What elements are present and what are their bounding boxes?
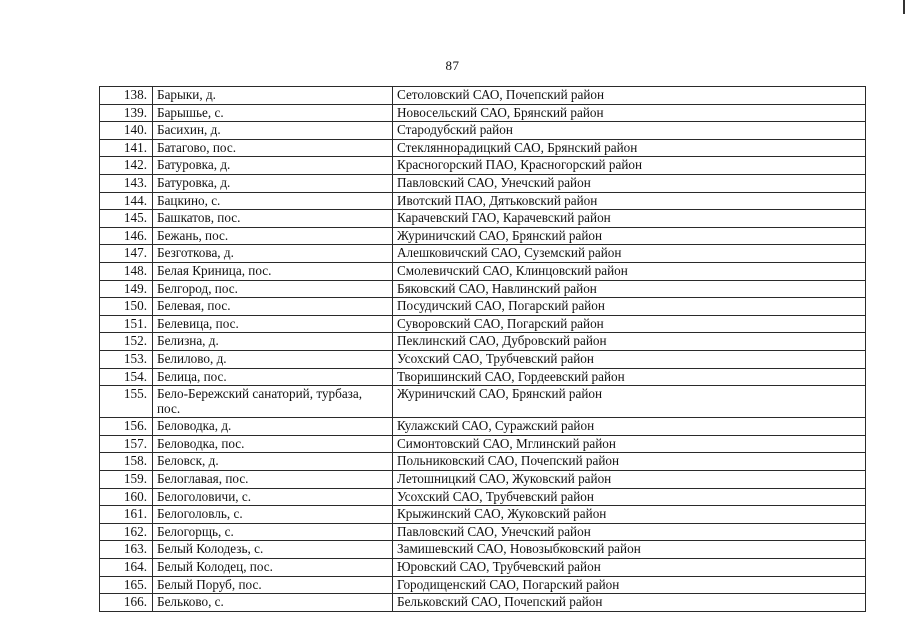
settlement-name: Батагово, пос.: [153, 139, 393, 157]
settlement-district: Ивотский ПАО, Дятьковский район: [393, 192, 866, 210]
settlement-name: Белый Колодец, пос.: [153, 559, 393, 577]
table-row: [100, 122, 866, 140]
table-row: [100, 104, 866, 122]
settlement-district: Стекляннорадицкий САО, Брянский район: [393, 139, 866, 157]
row-number: 157.: [100, 435, 153, 453]
settlement-district: Городищенский САО, Погарский район: [393, 576, 866, 594]
settlement-name: Белоглавая, пос.: [153, 471, 393, 489]
settlement-name: Беловодка, д.: [153, 418, 393, 436]
row-number: 151.: [100, 315, 153, 333]
settlement-name: Барышье, с.: [153, 104, 393, 122]
settlements-table-body: [100, 87, 866, 612]
row-number: 146.: [100, 227, 153, 245]
row-number: 156.: [100, 418, 153, 436]
settlement-district: Красногорский ПАО, Красногорский район: [393, 157, 866, 175]
row-number: 148.: [100, 262, 153, 280]
settlement-district: Стародубский район: [393, 122, 866, 140]
row-number: 142.: [100, 157, 153, 175]
row-number: 144.: [100, 192, 153, 210]
settlement-name: Бело-Бережский санаторий, турбаза, пос.: [153, 386, 393, 418]
table-row: [100, 435, 866, 453]
table-row: [100, 488, 866, 506]
settlement-name: Барыки, д.: [153, 87, 393, 105]
table-row: [100, 559, 866, 577]
settlement-name: Батуровка, д.: [153, 157, 393, 175]
table-row: [100, 576, 866, 594]
settlement-name: Белизна, д.: [153, 333, 393, 351]
settlement-name: Белоголовль, с.: [153, 506, 393, 524]
settlement-district: Сетоловский САО, Почепский район: [393, 87, 866, 105]
settlement-district: Суворовский САО, Погарский район: [393, 315, 866, 333]
settlement-district: Бельковский САО, Почепский район: [393, 594, 866, 612]
settlement-district: Симонтовский САО, Мглинский район: [393, 435, 866, 453]
table-row: [100, 368, 866, 386]
row-number: 140.: [100, 122, 153, 140]
row-number: 145.: [100, 210, 153, 228]
row-number: 154.: [100, 368, 153, 386]
settlement-name: Беловодка, пос.: [153, 435, 393, 453]
row-number: 164.: [100, 559, 153, 577]
row-number: 160.: [100, 488, 153, 506]
table-row: [100, 280, 866, 298]
settlement-name: Белогорщь, с.: [153, 523, 393, 541]
settlement-district: Карачевский ГАО, Карачевский район: [393, 210, 866, 228]
settlement-name: Бацкино, с.: [153, 192, 393, 210]
table-row: [100, 594, 866, 612]
row-number: 162.: [100, 523, 153, 541]
table-row: [100, 262, 866, 280]
table-row: [100, 541, 866, 559]
settlement-name: Батуровка, д.: [153, 174, 393, 192]
row-number: 143.: [100, 174, 153, 192]
table-row: [100, 315, 866, 333]
settlement-district: Пеклинский САО, Дубровский район: [393, 333, 866, 351]
settlement-name: Белгород, пос.: [153, 280, 393, 298]
table-row: [100, 523, 866, 541]
row-number: 147.: [100, 245, 153, 263]
settlement-name: Белая Криница, пос.: [153, 262, 393, 280]
settlement-district: Посудичский САО, Погарский район: [393, 298, 866, 316]
table-row: [100, 350, 866, 368]
settlement-district: Кулажский САО, Суражский район: [393, 418, 866, 436]
settlement-district: Бяковский САО, Навлинский район: [393, 280, 866, 298]
table-row: [100, 386, 866, 418]
row-number: 150.: [100, 298, 153, 316]
settlement-district: Новосельский САО, Брянский район: [393, 104, 866, 122]
table-row: [100, 471, 866, 489]
settlement-name: Бельково, с.: [153, 594, 393, 612]
table-row: [100, 506, 866, 524]
settlement-district: Журиничский САО, Брянский район: [393, 386, 866, 418]
table-row: [100, 333, 866, 351]
settlement-name: Белый Колодезь, с.: [153, 541, 393, 559]
row-number: 141.: [100, 139, 153, 157]
settlements-table: [99, 86, 866, 612]
settlement-name: Безготкова, д.: [153, 245, 393, 263]
row-number: 155.: [100, 386, 153, 418]
settlement-district: Польниковский САО, Почепский район: [393, 453, 866, 471]
row-number: 139.: [100, 104, 153, 122]
row-number: 159.: [100, 471, 153, 489]
settlement-district: Юровский САО, Трубчевский район: [393, 559, 866, 577]
row-number: 138.: [100, 87, 153, 105]
settlement-name: Беловск, д.: [153, 453, 393, 471]
row-number: 149.: [100, 280, 153, 298]
row-number: 152.: [100, 333, 153, 351]
row-number: 165.: [100, 576, 153, 594]
table-row: [100, 298, 866, 316]
settlement-district: Летошницкий САО, Жуковский район: [393, 471, 866, 489]
table-row: [100, 245, 866, 263]
row-number: 161.: [100, 506, 153, 524]
table-row: [100, 418, 866, 436]
table-row: [100, 87, 866, 105]
settlement-district: Творишинский САО, Гордеевский район: [393, 368, 866, 386]
settlement-district: Усохский САО, Трубчевский район: [393, 488, 866, 506]
row-number: 158.: [100, 453, 153, 471]
table-row: [100, 139, 866, 157]
settlement-name: Белоголовичи, с.: [153, 488, 393, 506]
settlement-district: Алешковичский САО, Суземский район: [393, 245, 866, 263]
table-row: [100, 192, 866, 210]
settlement-district: Крыжинский САО, Жуковский район: [393, 506, 866, 524]
settlement-name: Белевица, пос.: [153, 315, 393, 333]
table-row: [100, 174, 866, 192]
settlement-name: Белый Поруб, пос.: [153, 576, 393, 594]
table-row: [100, 227, 866, 245]
settlement-name: Бежань, пос.: [153, 227, 393, 245]
settlement-district: Павловский САО, Унечский район: [393, 174, 866, 192]
settlement-name: Белилово, д.: [153, 350, 393, 368]
settlement-district: Журиничский САО, Брянский район: [393, 227, 866, 245]
settlement-name: Басихин, д.: [153, 122, 393, 140]
settlement-district: Усохский САО, Трубчевский район: [393, 350, 866, 368]
settlement-name: Башкатов, пос.: [153, 210, 393, 228]
table-row: [100, 210, 866, 228]
page-number: 87: [445, 58, 460, 73]
settlement-district: Павловский САО, Унечский район: [393, 523, 866, 541]
table-row: [100, 453, 866, 471]
row-number: 163.: [100, 541, 153, 559]
row-number: 153.: [100, 350, 153, 368]
settlement-name: Белица, пос.: [153, 368, 393, 386]
table-row: [100, 157, 866, 175]
settlement-name: Белевая, пос.: [153, 298, 393, 316]
settlement-district: Смолевичский САО, Клинцовский район: [393, 262, 866, 280]
row-number: 166.: [100, 594, 153, 612]
settlement-district: Замишевский САО, Новозыбковский район: [393, 541, 866, 559]
